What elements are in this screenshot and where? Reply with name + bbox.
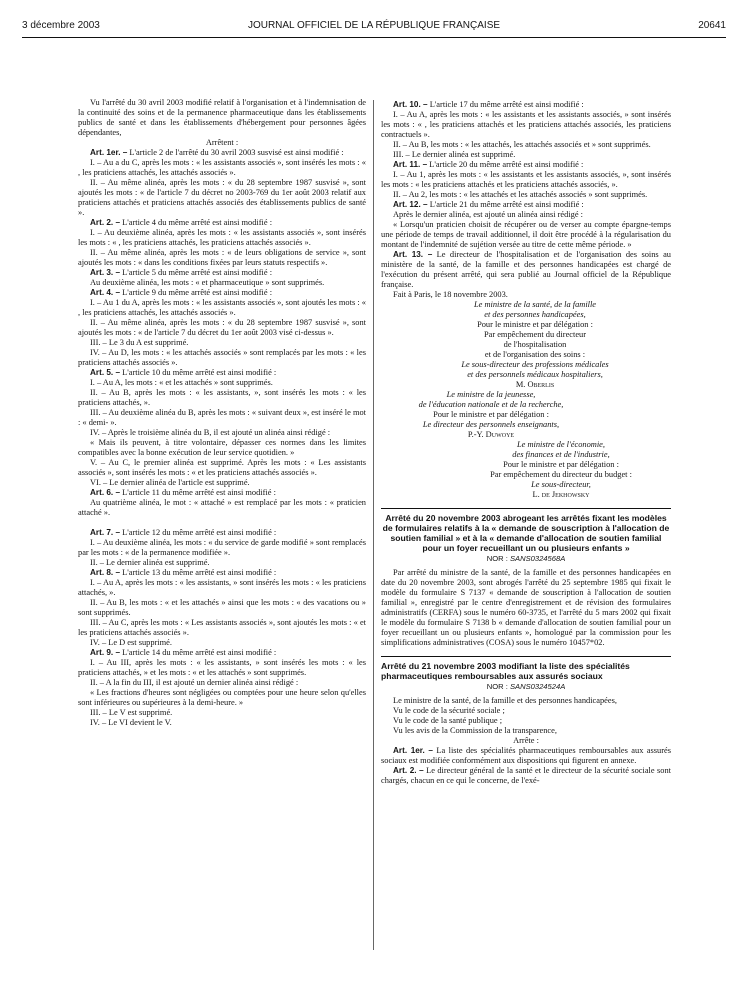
signature-line: Le directeur des personnels enseignants, — [422, 420, 560, 429]
paragraph — [78, 618, 366, 638]
paragraph-text: Vu l'arrêté du 30 avril 2003 modifié relatif à l'organisation et à l'indemnisation de la continuité des soins et de la permanence pharmaceutique dans les établissements publics de santé et dans les établissements d'hébergement pour personnes âgées dépendantes, — [78, 98, 366, 137]
paragraph-text: Fait à Paris, le 18 novembre 2003. — [393, 290, 508, 299]
article-label: Art. 2. – — [90, 218, 121, 227]
paragraph-text: I. – Au III, après les mots : « les assistants, » sont insérés les mots : « les praticiens attachés, » et les mots : « et les attachés » sont supprimés. — [78, 658, 366, 677]
signature-line: de l'éducation nationale et de la recherche, — [418, 400, 564, 409]
paragraph — [381, 726, 671, 736]
paragraph-text: II. – Au B, les mots : « et les attachés » ainsi que les mots : « des vacations ou » sont supprimés. — [78, 598, 366, 617]
article-paragraph — [381, 250, 671, 290]
paragraph-text: Vu les avis de la Commission de la transparence, — [393, 726, 557, 735]
paragraph — [78, 478, 366, 488]
paragraph — [381, 696, 671, 706]
paragraph — [381, 220, 671, 250]
signature-line: Pour le ministre et par délégation : — [503, 460, 619, 469]
paragraph — [78, 338, 366, 348]
paragraph — [78, 538, 366, 558]
header-rule — [22, 37, 726, 38]
article-paragraph — [78, 268, 366, 278]
right-paragraphs — [381, 100, 671, 300]
paragraph-text: L'article 9 du même arrêté est ainsi modifié : — [120, 288, 273, 297]
article-label: Art. 1er. – — [90, 148, 128, 157]
paragraph — [78, 498, 366, 518]
paragraph-text: Arrêtent : — [205, 138, 239, 147]
paragraph-text: VI. – Le dernier alinéa de l'article est supprimé. — [90, 478, 250, 487]
paragraph — [78, 248, 366, 268]
article-paragraph — [78, 368, 366, 378]
minister-title — [381, 390, 601, 410]
paragraph-text: II. – Au même alinéa, après les mots : « du 28 septembre 1987 susvisé », sont ajoutés les mots : « de l'article 7 du décret no 2003-769 du 1er août 2003 relatif aux praticiens attachés et praticiens attachés associés des établissements publics de santé ». — [78, 178, 366, 217]
paragraph — [78, 378, 366, 388]
paragraph-text: IV. – Après le troisième alinéa du B, il est ajouté un alinéa ainsi rédigé : — [90, 428, 331, 437]
paragraph — [78, 158, 366, 178]
paragraph-text: L'article 11 du même arrêté est ainsi modifié : — [120, 488, 276, 497]
paragraph — [381, 706, 671, 716]
paragraph — [381, 716, 671, 726]
signature-block-1 — [399, 300, 671, 390]
paragraph — [78, 228, 366, 248]
paragraph-text: L'article 4 du même arrêté est ainsi modifié : — [120, 218, 273, 227]
paragraph-text: III. – Le 3 du A est supprimé. — [90, 338, 189, 347]
paragraph-text: L'article 10 du même arrêté est ainsi modifié : — [120, 368, 277, 377]
article-label: Art. 3. – — [90, 268, 121, 277]
article-paragraph — [381, 100, 671, 110]
article-label: Art. 9. – — [90, 648, 121, 657]
article-label: Art. 5. – — [90, 368, 121, 377]
paragraph-text: « Lorsqu'un praticien choisit de récupérer ou de verser au compte épargne-temps une période de temps de travail additionnel, il doit être procédé à la régularisation du montant de l'indemnité de sujétion versée au titre de cette même période. » — [381, 220, 671, 249]
paragraph-text: L'article 20 du même arrêté est ainsi modifié : — [427, 160, 584, 169]
article-paragraph — [78, 488, 366, 498]
nor-reference: NOR : SANS0324524A — [486, 682, 566, 691]
paragraph-text: L'article 13 du même arrêté est ainsi modifié : — [120, 568, 277, 577]
paragraph-text: I. – Au a du C, après les mots : « les assistants associés », sont insérés les mots : « , les praticiens attachés, les attachés associés ». — [78, 158, 366, 177]
article-paragraph — [78, 648, 366, 658]
paragraph-text: Le ministre de la santé, de la famille et des personnes handicapées, — [393, 696, 617, 705]
signature-line: Pour le ministre et par délégation : — [477, 320, 593, 329]
signature-line: Par empêchement du directeur — [483, 330, 587, 339]
paragraph — [78, 278, 366, 288]
signatory-name-3: L. de Jekhowsky — [532, 490, 590, 499]
paragraph — [78, 438, 366, 458]
paragraph — [78, 388, 366, 408]
paragraph-text: II. – Au B, après les mots : « les assistants, », sont insérés les mots : « les praticiens attachés, ». — [78, 388, 366, 407]
paragraph-text: Au deuxième alinéa, les mots : « et pharmaceutique » sont supprimés. — [90, 278, 325, 287]
paragraph-text: L'article 21 du même arrêté est ainsi modifié : — [427, 200, 584, 209]
paragraph — [78, 598, 366, 618]
paragraph-text: Arrête : — [513, 736, 539, 745]
paragraph — [381, 110, 671, 140]
paragraph — [381, 290, 671, 300]
article-label: Art. 4. – — [90, 288, 121, 297]
signature-line: de l'hospitalisation — [503, 340, 567, 349]
paragraph-text: I. – Au deuxième alinéa, les mots : « du service de garde modifié » sont remplacés par les mots : « de la permanence modifiée ». — [78, 538, 366, 557]
paragraph-text: II. – Le dernier alinéa est supprimé. — [90, 558, 210, 567]
signature-line: et de l'organisation des soins : — [484, 350, 586, 359]
header-journal-title: JOURNAL OFFICIEL DE LA RÉPUBLIQUE FRANÇAISE — [247, 20, 501, 31]
signatory-role — [399, 360, 671, 380]
article-label: Art. 1er. – — [393, 746, 433, 755]
paragraph-text: I. – Au A, après les mots : « les assistants, » sont insérés les mots : « les praticiens attachés, ». — [78, 578, 366, 597]
delegation-lines — [381, 410, 601, 420]
paragraph — [78, 178, 366, 218]
page-header — [22, 20, 726, 34]
article-label: Art. 8. – — [90, 568, 121, 577]
article-paragraph — [78, 148, 366, 158]
paragraph — [78, 708, 366, 718]
article-paragraph — [381, 766, 671, 786]
paragraph — [78, 428, 366, 438]
paragraph — [78, 98, 366, 138]
paragraph-text: Vu le code de la sécurité sociale ; — [393, 706, 505, 715]
minister-title — [399, 300, 671, 320]
paragraph — [381, 140, 671, 150]
paragraph — [381, 210, 671, 220]
article-paragraph — [381, 746, 671, 766]
article-label: Art. 11. – — [393, 160, 428, 169]
paragraph — [78, 638, 366, 648]
paragraph — [78, 458, 366, 478]
signature-block-3 — [451, 440, 671, 500]
paragraph-text: III. – Le V est supprimé. — [90, 708, 173, 717]
signature-line: Le ministre de la jeunesse, — [446, 390, 536, 399]
paragraph-text: III. – Au deuxième alinéa du B, après les mots : « suivant deux », est inséré le mot : « demi- ». — [78, 408, 366, 427]
arrete-title: Arrêté du 20 novembre 2003 abrogeant les arrêtés fixant les modèles de formulaires relatifs à la « demande de souscription à l'allocation de soutien familial » et à la « demande d'allocation de soutien familial pour un foyer recueillant un ou plusieurs enfants » — [382, 513, 670, 553]
article-paragraph — [381, 160, 671, 170]
paragraph-text: II. – Au 2, les mots : « les attachés et les attachés associés » sont supprimés. — [393, 190, 648, 199]
paragraph-text: L'article 17 du même arrêté est ainsi modifié : — [427, 100, 584, 109]
article-label: Art. 13. – — [393, 250, 433, 259]
signature-line: et des personnes handicapées, — [484, 310, 586, 319]
article-paragraph — [78, 218, 366, 228]
signatory-role — [381, 420, 601, 430]
paragraph-text: II. – A la fin du III, il est ajouté un dernier alinéa ainsi rédigé : — [90, 678, 299, 687]
header-page-number: 20641 — [698, 20, 726, 31]
paragraph — [78, 408, 366, 428]
article-label: Art. 10. – — [393, 100, 428, 109]
arrete-body: Par arrêté du ministre de la santé, de la famille et des personnes handicapées en date du 20 novembre 2003, sont abrogés l'arrêté du 25 septembre 1985 qui fixait le modèle du formulaire S 7137 « demande de souscription à l'allocation de soutien familial », enregistré par le centre d'enregistrement et de révision des formulaires administratifs (CERFA) sous le numéro 60-3735, et l'arrêté du 5 mars 2002 qui fixait le modèle du formulaire S 7138 b « demande d'allocation de soutien familial pour un foyer recueillant un ou plusieurs enfants », homologué par la commission pour les simplifications administratives (COSA) sous le numéro 10457*02. — [381, 568, 671, 647]
paragraph-text: Au quatrième alinéa, le mot : « attaché » est remplacé par les mots : « praticien attaché ». — [78, 498, 366, 517]
paragraph-text: II. – Au même alinéa, après les mots : « de leurs obligations de service », sont ajoutés les mots : « dans les conditions fixées par leurs statuts respectifs ». — [78, 248, 366, 267]
paragraph — [78, 678, 366, 688]
paragraph-text: III. – Le dernier alinéa est supprimé. — [393, 150, 516, 159]
arrete-title: Arrêté du 21 novembre 2003 modifiant la liste des spécialités pharmaceutiques remboursables aux assurés sociaux — [381, 661, 630, 681]
signatory-role — [451, 480, 671, 490]
paragraph — [381, 190, 671, 200]
signature-line: Le sous-directeur des professions médicales — [461, 360, 609, 369]
signatory-name-2: P.-Y. Duwoye — [467, 430, 515, 439]
paragraph — [381, 736, 671, 746]
paragraph-text: II. – Au B, les mots : « les attachés, les attachés associés et » sont supprimés. — [393, 140, 651, 149]
article-label: Art. 12. – — [393, 200, 428, 209]
paragraph — [78, 718, 366, 728]
paragraph-text: Vu le code de la santé publique ; — [393, 716, 503, 725]
signature-line: Par empêchement du directeur du budget : — [490, 470, 632, 479]
paragraph-text: Après le dernier alinéa, est ajouté un alinéa ainsi rédigé : — [393, 210, 583, 219]
article-label: Art. 7. – — [90, 528, 121, 537]
paragraph — [78, 138, 366, 148]
minister-title — [451, 440, 671, 460]
paragraph-text: L'article 12 du même arrêté est ainsi modifié : — [120, 528, 277, 537]
paragraph-text: Le directeur de l'hospitalisation et de l'organisation des soins au ministère de la santé, de la famille et des personnes handicapées est chargé de l'exécution du présent arrêté, qui sera publié au Journal officiel de la République française. — [381, 250, 671, 289]
article-paragraph — [381, 200, 671, 210]
left-column — [78, 98, 366, 728]
paragraph — [78, 298, 366, 318]
paragraph — [381, 170, 671, 190]
signature-block-2 — [381, 390, 601, 440]
nor-reference: NOR : SANS0324568A — [486, 554, 566, 563]
article-label: Art. 6. – — [90, 488, 121, 497]
arrete-21-novembre — [381, 656, 671, 786]
paragraph-text: L'article 5 du même arrêté est ainsi modifié : — [120, 268, 273, 277]
signature-line: Le sous-directeur, — [531, 480, 591, 489]
paragraph-text: I. – Au A, les mots : « et les attachés » sont supprimés. — [90, 378, 273, 387]
signature-line: des finances et de l'industrie, — [512, 450, 610, 459]
paragraph — [78, 558, 366, 568]
paragraph — [78, 658, 366, 678]
signature-line: et des personnels médicaux hospitaliers, — [467, 370, 603, 379]
right-column — [381, 100, 671, 786]
paragraph-text: III. – Au C, après les mots : « Les assistants associés », sont ajoutés les mots : « et les praticiens attachés associés ». — [78, 618, 366, 637]
arrete-paragraphs — [381, 696, 671, 786]
paragraph-text: Le directeur général de la santé et le directeur de la sécurité sociale sont chargés, chacun en ce qui le concerne, de l'exé- — [381, 766, 671, 785]
paragraph-text: I. – Au deuxième alinéa, après les mots : « les assistants associés », sont insérés les mots : « , les praticiens attachés, les praticiens attachés associés ». — [78, 228, 366, 247]
paragraph — [381, 150, 671, 160]
paragraph-text: La liste des spécialités pharmaceutiques remboursables aux assurés sociaux est modifiée conformément aux dispositions qui figurent en annexe. — [381, 746, 671, 765]
paragraph — [78, 318, 366, 338]
paragraph-text: « Les fractions d'heures sont négligées ou comptées pour une heure selon qu'elles sont inférieures ou supérieures à la demi-heure. » — [78, 688, 366, 707]
signature-line: Pour le ministre et par délégation : — [433, 410, 549, 419]
delegation-lines — [451, 460, 671, 480]
article-paragraph — [78, 288, 366, 298]
paragraph — [78, 688, 366, 708]
column-divider — [373, 100, 374, 950]
paragraph-text: I. – Au A, après les mots : « les assistants et les assistants associés, » sont insérés les mots : « , les praticiens attachés et les praticiens attachés associés, les praticiens contractuels ». — [381, 110, 671, 139]
paragraph-text: L'article 14 du même arrêté est ainsi modifié : — [120, 648, 277, 657]
paragraph-text: V. – Au C, le premier alinéa est supprimé. Après les mots : « Les assistants associés », sont insérés les mots : « et les praticiens attachés associés ». — [78, 458, 366, 477]
paragraph — [78, 348, 366, 368]
paragraph-text: I. – Au 1, après les mots : « les assistants et les assistants associés, », sont insérés les mots : « les praticiens attachés et les praticiens attachés associés, ». — [381, 170, 671, 189]
paragraph-text: IV. – Au D, les mots : « les attachés associés » sont remplacés par les mots : « les praticiens attachés associés ». — [78, 348, 366, 367]
paragraph-text: « Mais ils peuvent, à titre volontaire, dépasser ces normes dans les limites compatibles avec la bonne exécution de leur service quotidien. » — [78, 438, 366, 457]
paragraph-text: IV. – Le VI devient le V. — [90, 718, 172, 727]
delegation-lines — [399, 320, 671, 360]
paragraph-text: IV. – Le D est supprimé. — [90, 638, 172, 647]
signature-line: Le ministre de la santé, de la famille — [473, 300, 597, 309]
article-paragraph — [78, 568, 366, 578]
paragraph — [78, 578, 366, 598]
paragraph-text: II. – Au même alinéa, après les mots : « du 28 septembre 1987 susvisé », sont ajoutés les mots : « de l'article 7 du décret du 1er août 2003 visé ci-dessus ». — [78, 318, 366, 337]
article-label: Art. 2. – — [393, 766, 424, 775]
header-date: 3 décembre 2003 — [22, 20, 100, 31]
arrete-20-novembre — [381, 508, 671, 648]
paragraph-gap — [78, 518, 366, 528]
signatory-name-1: M. Oberlis — [515, 380, 555, 389]
paragraph-text: I. – Au 1 du A, après les mots : « les assistants associés », sont ajoutés les mots : « , les praticiens attachés, les attachés associés ». — [78, 298, 366, 317]
paragraph-text: L'article 2 de l'arrêté du 30 avril 2003 susvisé est ainsi modifié : — [127, 148, 344, 157]
article-paragraph — [78, 528, 366, 538]
signature-line: Le ministre de l'économie, — [516, 440, 605, 449]
